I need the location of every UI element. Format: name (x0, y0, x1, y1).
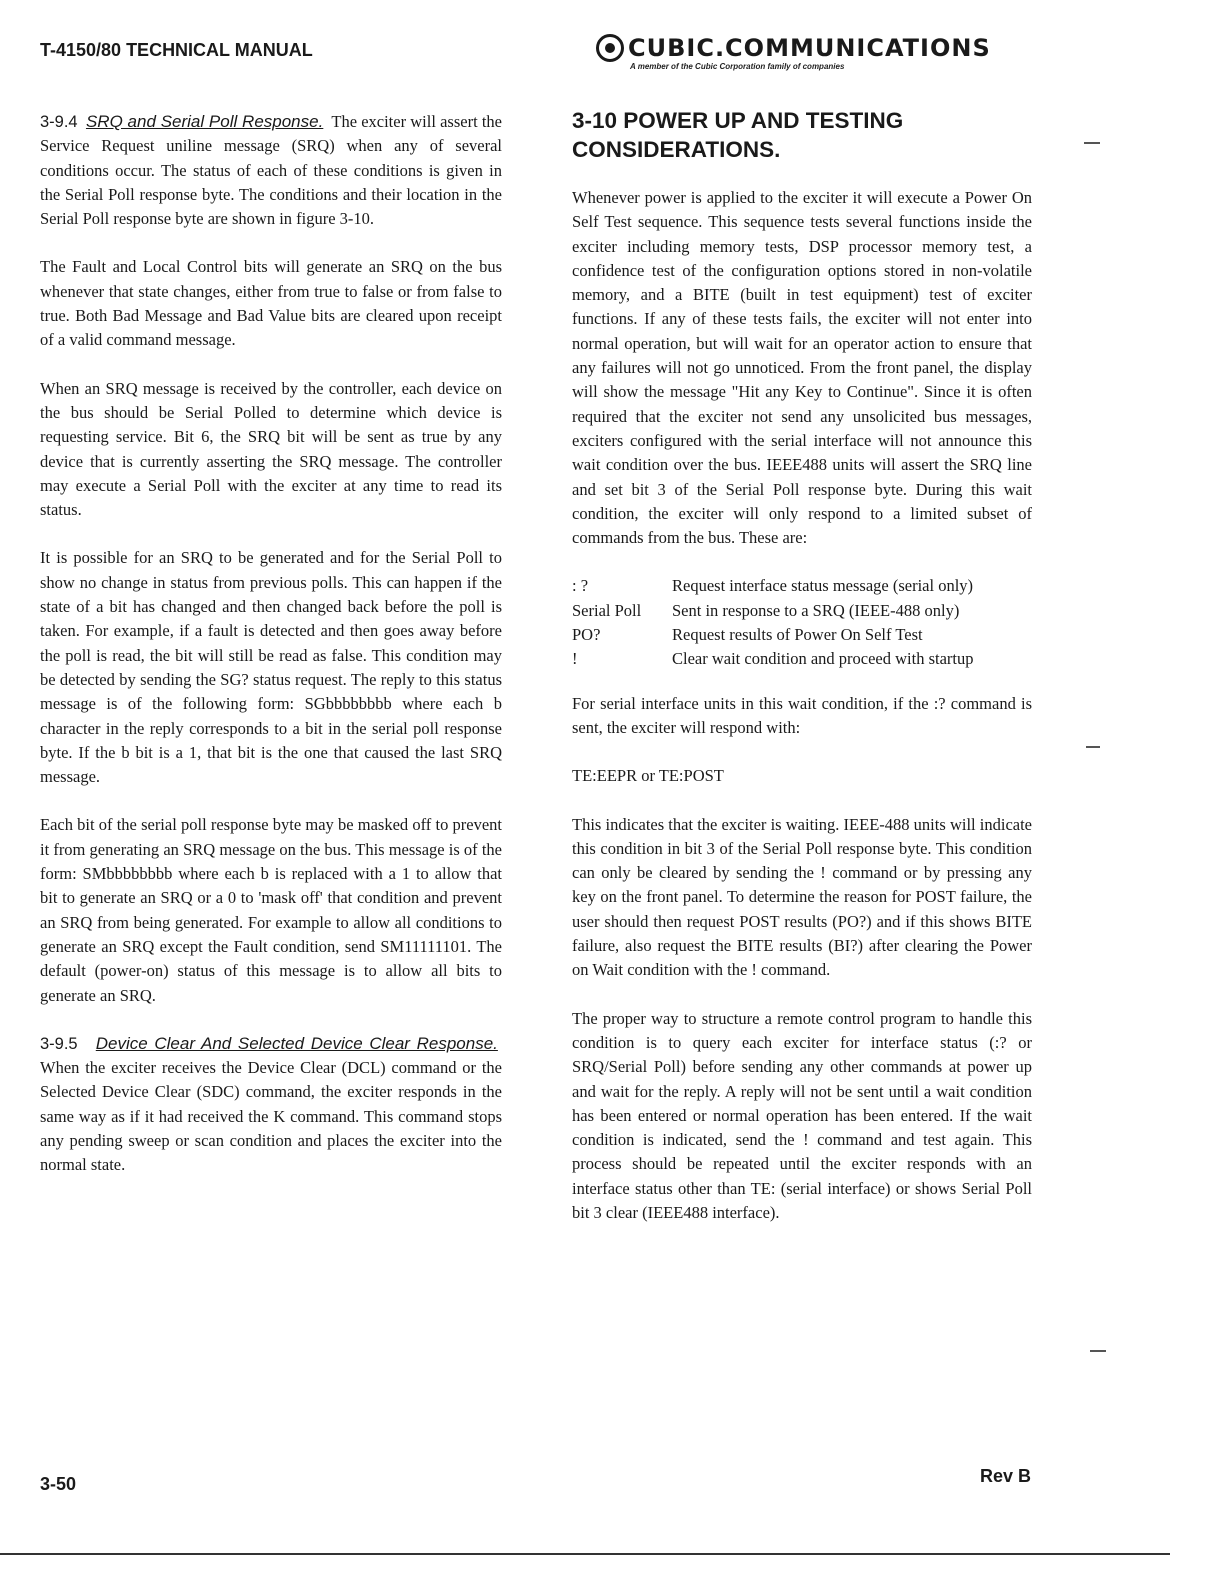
paragraph: It is possible for an SRQ to be generated and for the Serial Poll to show no change in status from previous polls. This can happen if the state of a bit has changed and then changed back before the poll is taken. For example, if a fault is detected and then goes away before the poll is read, the bit will still be read as false. This condition may be detected by sending the SG? status request. The reply to this status message is of the following form: SGbbbbbbbb where each b character in the reply corresponds to a bit in the serial poll response byte. If the b bit is a 1, that bit is the one that caused the last SRQ message. (40, 548, 502, 787)
margin-mark (1090, 1350, 1106, 1352)
margin-mark (1084, 142, 1100, 144)
margin-mark (1086, 746, 1100, 748)
command-code: PO? (572, 625, 601, 645)
command-description: Request results of Power On Self Test (672, 625, 923, 645)
company-name: CUBIC.COMMUNICATIONS (628, 34, 991, 62)
paragraph: The Fault and Local Control bits will generate an SRQ on the bus whenever that state changes, either from true to false or from false to true. Both Bad Message and Bad Value bits are cleared upon receipt of a valid command message. (40, 257, 502, 350)
section-3-10-heading: 3-10 POWER UP AND TESTING CONSIDERATIONS. (572, 108, 904, 162)
section-title: SRQ and Serial Poll Response. (85, 112, 324, 131)
section-title: Device Clear And Selected Device Clear Response. (95, 1033, 498, 1053)
paragraph: The proper way to structure a remote control program to handle this condition is to query each exciter for interface status (:? or SRQ/Serial Poll) before sending any other commands at power up and wait for the reply. A reply will not be sent until a wait condition has been entered or normal operation has been entered. If the wait condition is indicated, send the ! command and test again. This process should be repeated until the exciter responds with an interface status other than TE: (serial interface) or shows Serial Poll bit 3 clear (IEEE488 interface). (572, 1008, 1032, 1222)
section-number: 3-9.5 (40, 1034, 78, 1053)
page-number: 3-50 (40, 1474, 77, 1494)
command-description: Sent in response to a SRQ (IEEE-488 only) (672, 600, 960, 620)
paragraph: For serial interface units in this wait condition, if the :? command is sent, the exciter will respond with: (572, 693, 1032, 737)
left-column (40, 110, 502, 1202)
command-list (572, 574, 974, 671)
command-description: Request interface status message (serial only) (672, 576, 974, 596)
paragraph: The exciter will assert the Service Request uniline message (SRQ) when any of several conditions occur. The status of each of these conditions is given in the Serial Poll response byte. The conditions and their location in the Serial Poll response byte are shown in figure 3-10. (40, 112, 502, 229)
paragraph: When an SRQ message is received by the controller, each device on the bus should be Serial Polled to determine which device is requesting service. Bit 6, the SRQ bit will be sent as true by any device that is currently asserting the SRQ message. The controller may execute a Serial Poll with the exciter at any time to read its status. (40, 378, 502, 520)
paragraph: Each bit of the serial poll response byte may be masked off to prevent it from generating an SRQ message on the bus. This message is of the form: SMbbbbbbbb where each b is replaced with a 1 to allow that bit to generate an SRQ or a 0 to 'mask off' that condition and prevent an SRQ from being generated. For example to allow all conditions to generate an SRQ except the Fault condition, send SM11111101. The default (power-on) status of this message is to allow all bits to generate an SRQ. (40, 815, 502, 1005)
company-logo-block (596, 34, 1036, 72)
revision-label: Rev B (980, 1466, 1032, 1486)
manual-title: T-4150/80 TECHNICAL MANUAL (40, 40, 313, 60)
company-tagline: A member of the Cubic Corporation family of companies (630, 62, 845, 71)
section-3-9-4 (40, 110, 502, 231)
right-column (572, 110, 1032, 1249)
paragraph: This indicates that the exciter is waiting. IEEE-488 units will indicate this condition in bit 3 of the Serial Poll response byte. This condition can only be cleared by sending the ! command or by pressing any key on the front panel. To determine the reason for POST failure, the user should then request POST results (PO?) and if this shows BITE failure, also request the BITE results (BI?) after clearing the Power on Wait condition with the ! command. (572, 814, 1032, 980)
command-row (572, 574, 974, 598)
command-row (572, 623, 974, 647)
paragraph: Whenever power is applied to the exciter it will execute a Power On Self Test sequence. This sequence tests several functions inside the exciter including memory tests, DSP processor memory test, a confidence test of the configuration options stored in non-volatile memory, and a BITE (built in test equipment) test of exciter functions. If any of these tests fails, the exciter will not enter into normal operation, but will wait for an operator action to ensure that any failures will not go unnoticed. From the front panel, the display will show the message "Hit any Key to Continue". Since it is often required that the exciter not send any unsolicited bus messages, exciters configured with the serial interface will not announce this wait condition over the bus. IEEE488 units will assert the SRQ line and set bit 3 of the Serial Poll response byte. During this wait condition, the exciter will only respond to a limited subset of commands from the bus. These are: (572, 188, 1032, 548)
command-description: Clear wait condition and proceed with startup (672, 649, 974, 669)
section-3-9-5 (40, 1032, 502, 1178)
command-code: Serial Poll (572, 600, 642, 620)
cubic-seal-icon (596, 34, 624, 62)
section-number: 3-9.4 (40, 113, 78, 131)
command-row (572, 599, 974, 623)
serial-response-example: TE:EEPR or TE:POST (572, 766, 724, 786)
command-row (572, 647, 974, 671)
command-code: : ? (572, 576, 589, 596)
footer-rule (0, 1553, 1170, 1555)
command-code: ! (572, 649, 578, 669)
paragraph: When the exciter receives the Device Clear (DCL) command or the Selected Device Clear (SDC) command, the exciter responds in the same way as if it had received the K command. This command stops any pending sweep or scan condition and places the exciter into the normal state. (40, 1058, 502, 1175)
